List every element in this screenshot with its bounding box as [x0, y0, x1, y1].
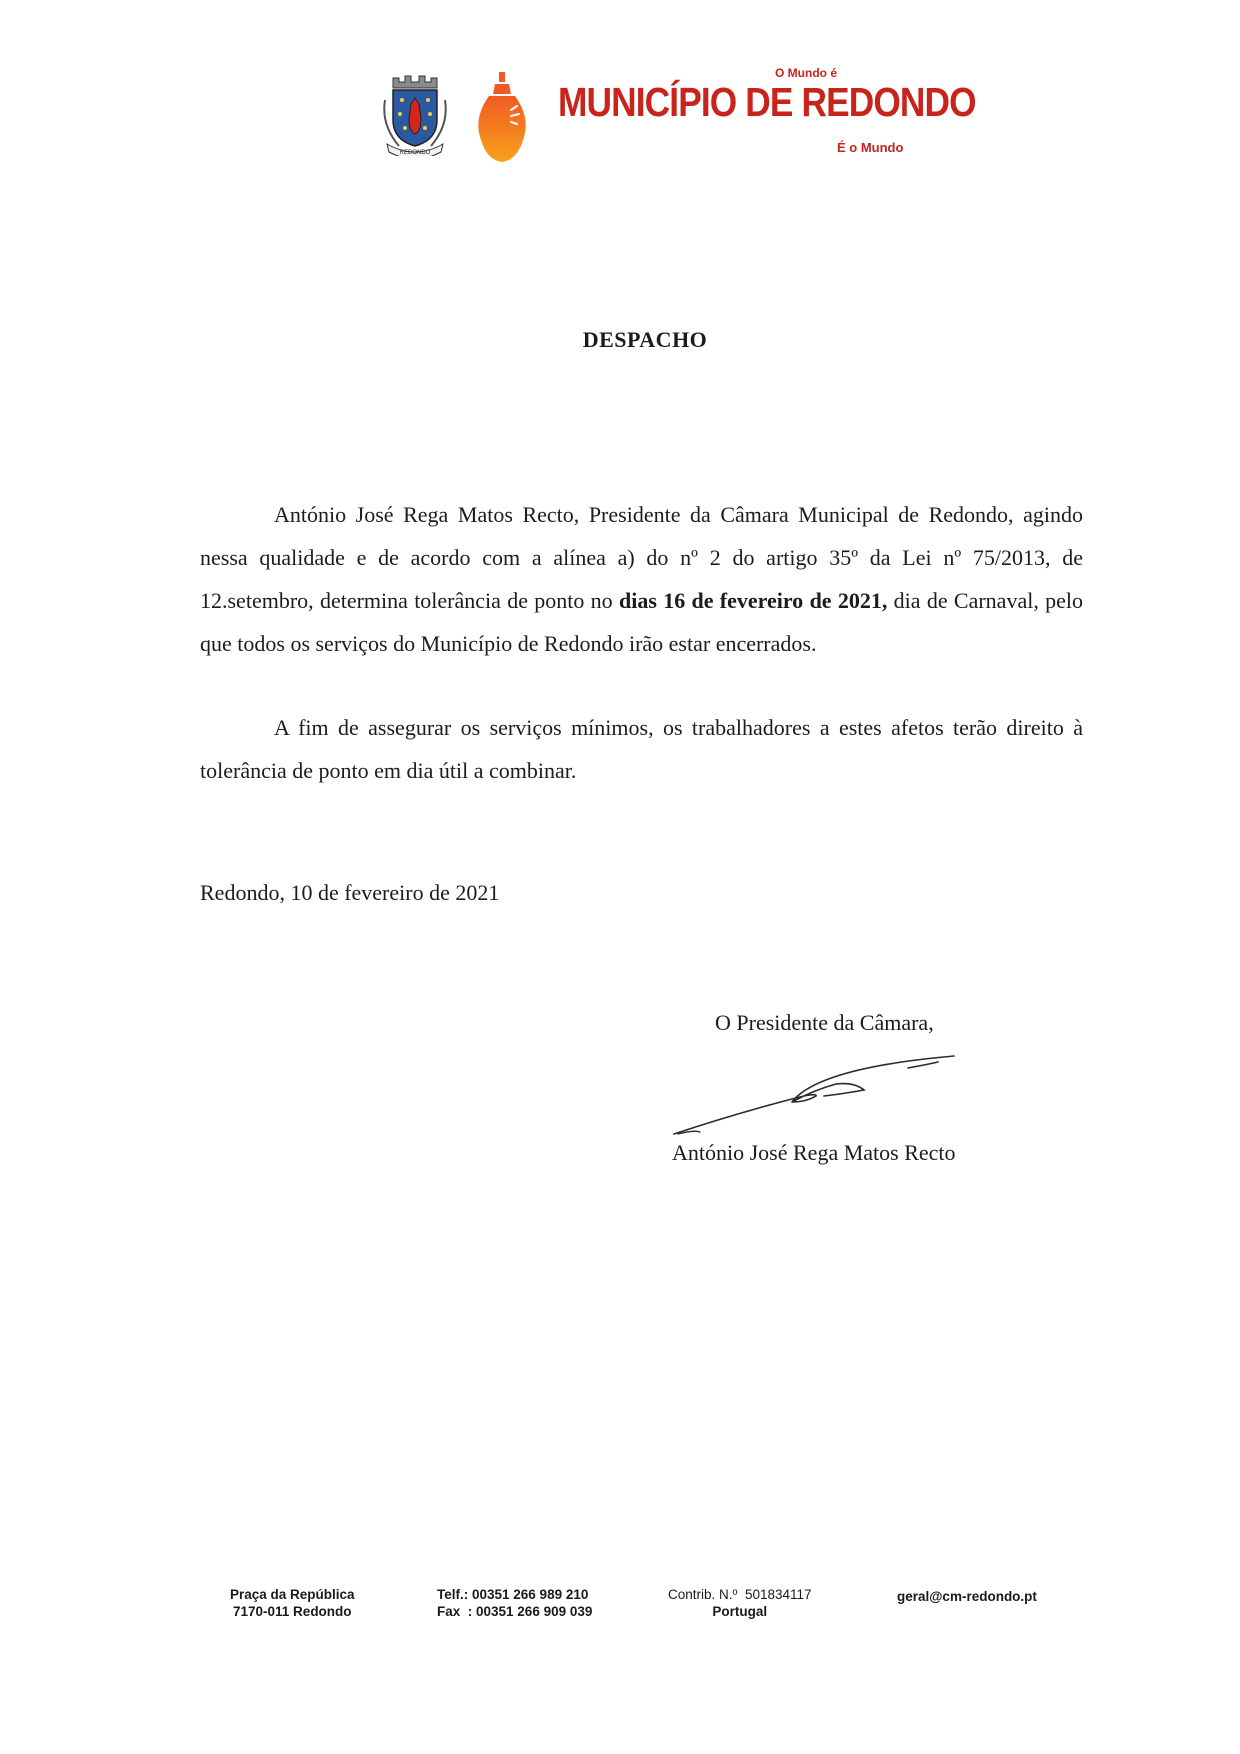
- brand-tagline-top: O Mundo é: [775, 66, 837, 80]
- crest-ribbon-text: REDONDO: [399, 150, 431, 156]
- municipal-coat-of-arms-icon: [375, 70, 455, 156]
- footer-tax-info: [668, 1586, 812, 1620]
- brand-name: MUNICÍPIO DE REDONDO: [558, 79, 976, 125]
- place-and-date: Redondo, 10 de fevereiro de 2021: [200, 880, 500, 905]
- footer-email: geral@cm-redondo.pt: [897, 1589, 1037, 1604]
- footer-country: Portugal: [712, 1604, 768, 1619]
- letterhead: [375, 58, 976, 168]
- footer-phone: Telf.: 00351 266 989 210: [437, 1587, 589, 1602]
- paragraph-1-text-end: dia de Carnaval, pelo que todos os serviços do Município de Redondo irão estar encerrados.: [200, 588, 1083, 656]
- brand-tagline-bottom: É o Mundo: [837, 140, 904, 155]
- footer-tax-id: Contrib. N.º 501834117: [668, 1587, 812, 1602]
- holiday-dates-bold: dias 16 de fevereiro de 2021,: [619, 588, 888, 613]
- handwritten-signature: [668, 1050, 968, 1140]
- footer-address-postal: 7170-011 Redondo: [233, 1604, 352, 1619]
- footer-address-street: Praça da República: [230, 1587, 355, 1602]
- footer-address: [230, 1586, 355, 1620]
- body-paragraph-1: [200, 493, 1083, 665]
- document-title: DESPACHO: [582, 327, 708, 352]
- paragraph-1-text-start: António José Rega Matos Recto, Presidente da Câmara Municipal de Redondo, agindo nessa qualidade e de acordo com a alínea a) do nº 2 do artigo 35º da Lei nº 75/2013, de 12.setembro, determina tolerância de ponto no: [200, 502, 1083, 613]
- closing-title: O Presidente da Câmara,: [715, 1010, 934, 1035]
- signer-name: António José Rega Matos Recto: [672, 1140, 956, 1165]
- footer-contacts: [437, 1586, 592, 1620]
- footer-fax: Fax : 00351 266 909 039: [437, 1604, 593, 1619]
- pottery-jug-logo-icon: [473, 70, 531, 164]
- body-paragraph-2: A fim de assegurar os serviços mínimos, os trabalhadores a estes afetos terão direito à tolerância de ponto em dia útil a combinar.: [200, 715, 1083, 783]
